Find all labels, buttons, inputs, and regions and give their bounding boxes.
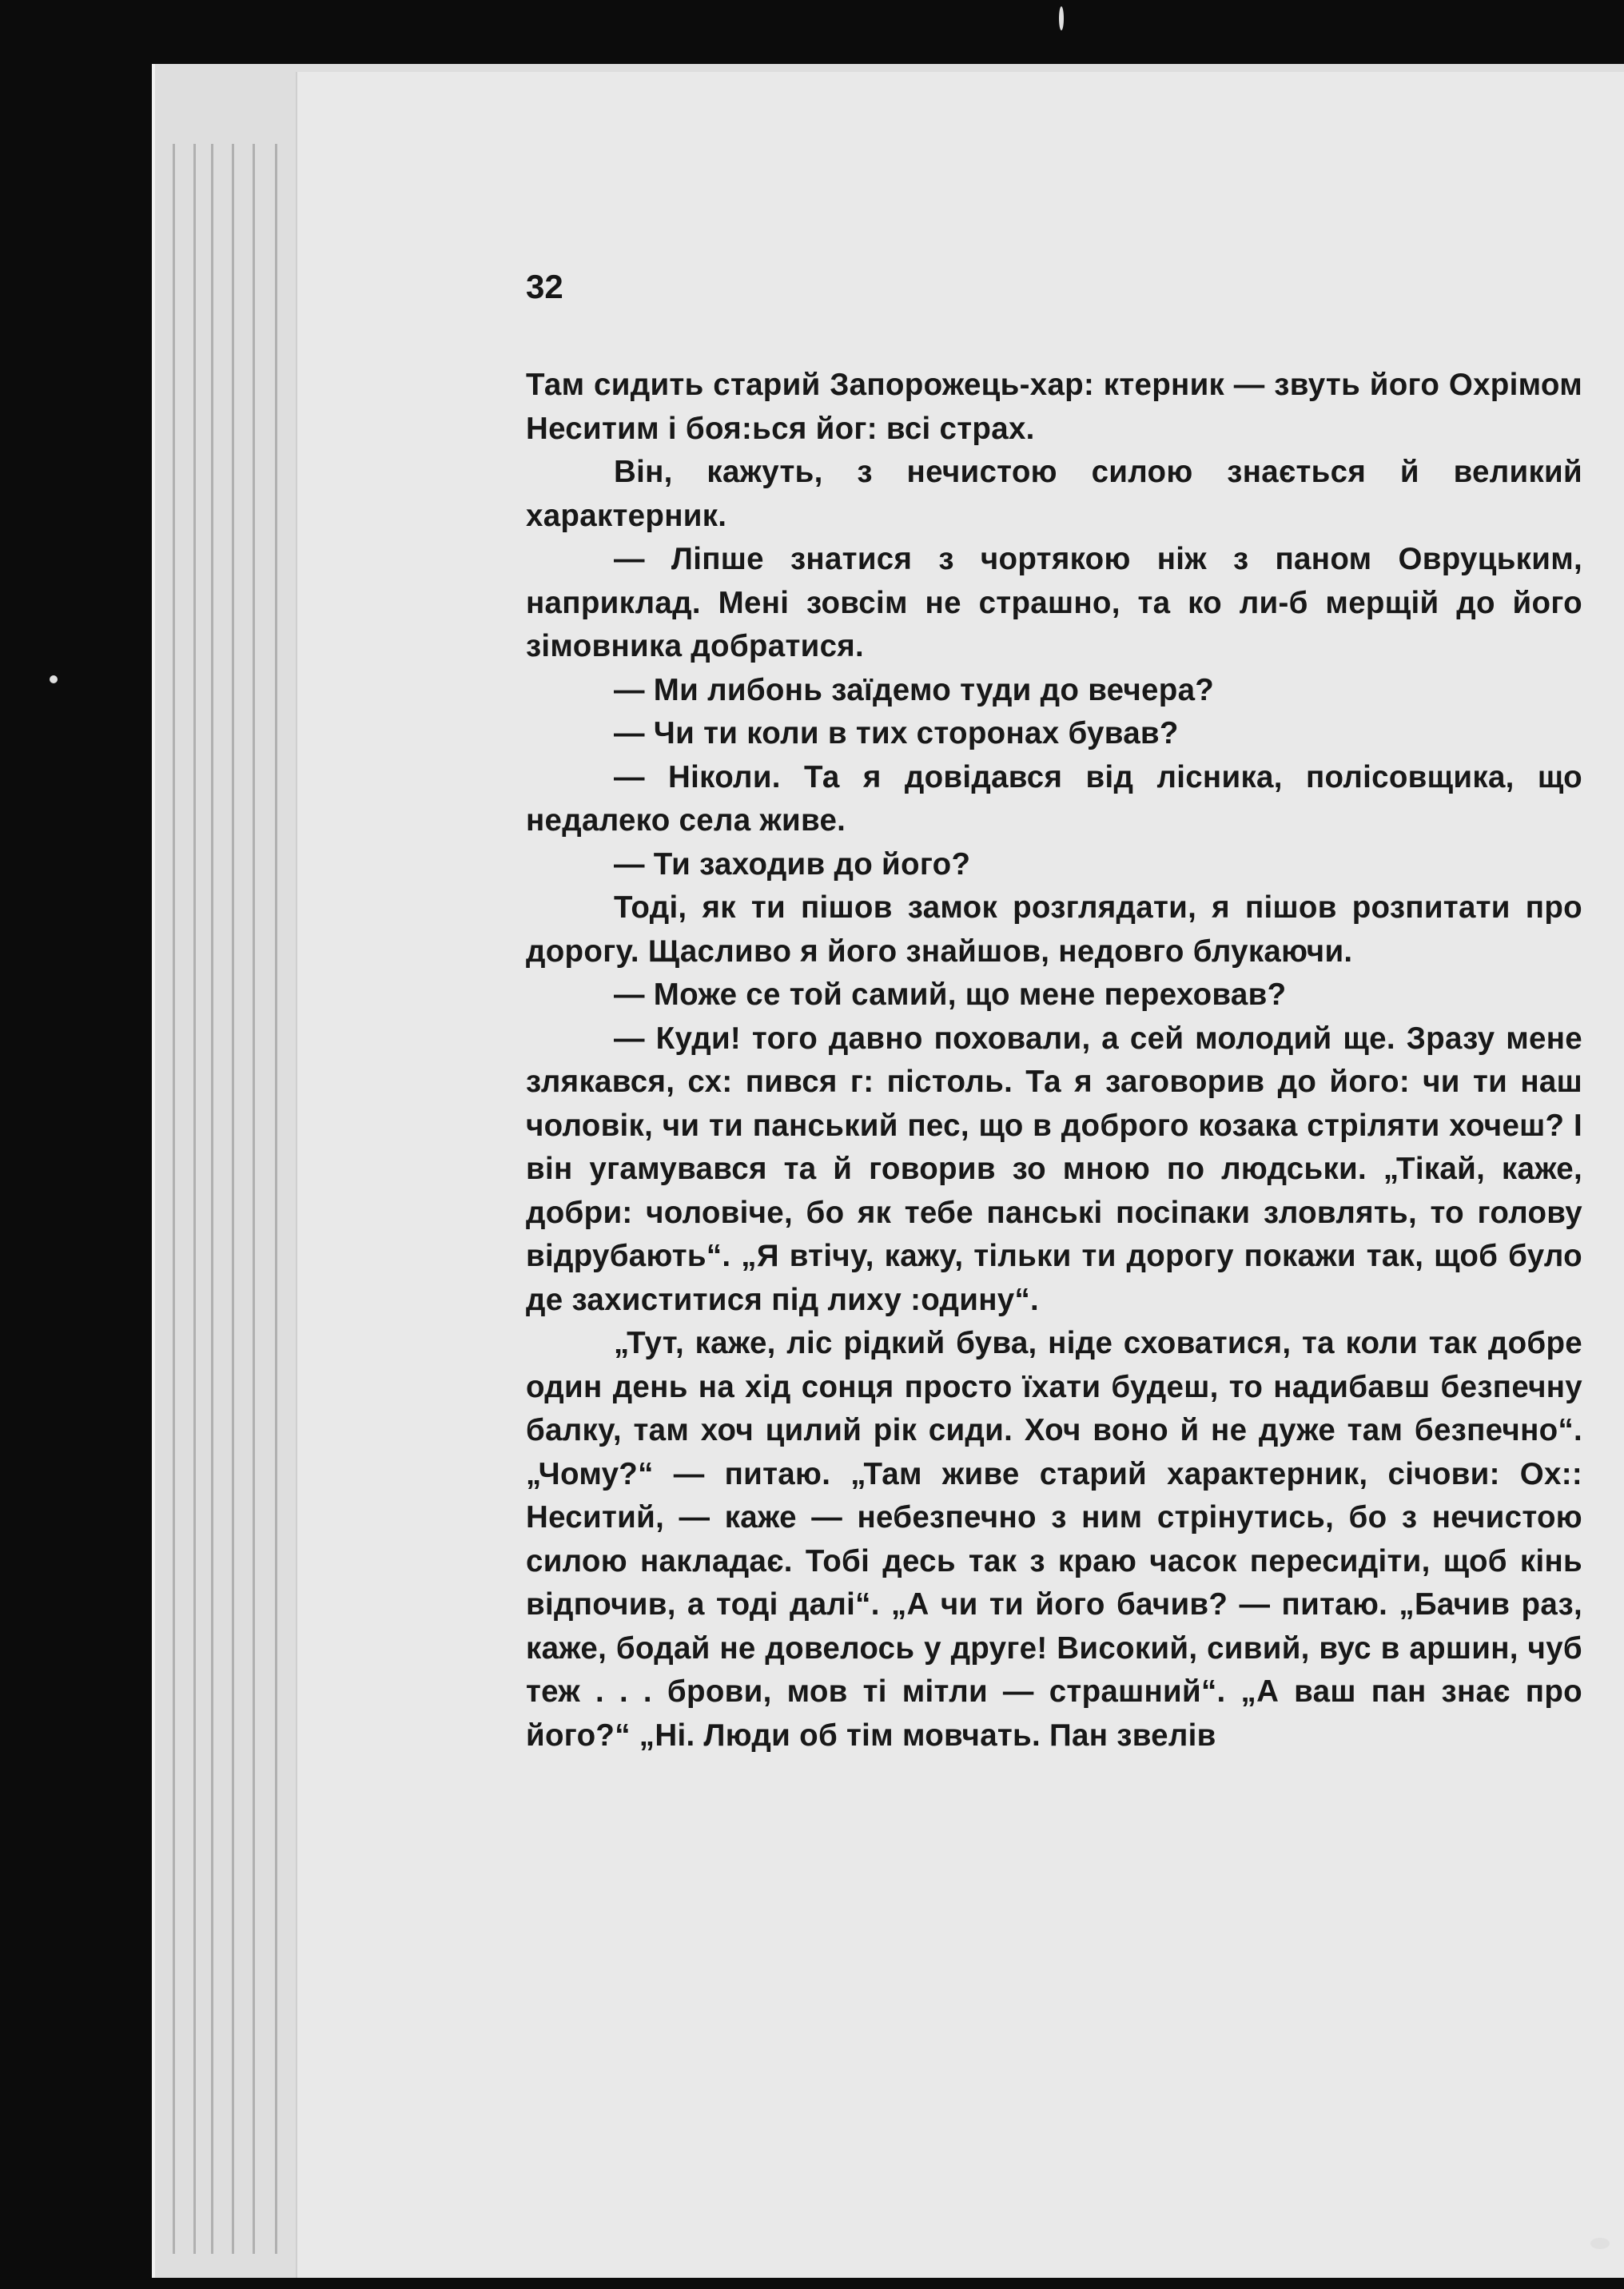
page-edge-line — [232, 144, 234, 2254]
paragraph: Там сидить старий Запорожець-хар: ктерник — звуть його Охрімом Неситим і боя:ься йог: всі страх. — [526, 368, 1582, 446]
scan-speck — [1590, 2238, 1610, 2249]
paragraph: Тоді, як ти пішов замок розглядати, я пішов розпитати про дорогу. Щасливо я його знайшов, недовго блукаючи. — [526, 890, 1582, 969]
paragraph: — Чи ти коли в тих сторонах бував? — [614, 716, 1179, 750]
page-number: 32 — [526, 268, 563, 305]
page-edge-line — [275, 144, 277, 2254]
scan-speck — [50, 675, 58, 683]
page-edge-line — [253, 144, 255, 2254]
scan-speck — [1059, 6, 1064, 30]
paragraph: — Ти заходив до його? — [614, 846, 971, 882]
page-edge-line — [173, 144, 175, 2254]
paragraph: — Ніколи. Та я довідався від лісника, полісовщика, що недалеко села живе. — [526, 759, 1582, 838]
paragraph: Він, кажуть, з нечистою силою знається й великий характерник. — [526, 455, 1582, 533]
paragraph: — Куди! того давно поховали, а сей молодий ще. Зразу мене злякався, сх: пився г: пістоль. Та я заговорив до його: чи ти наш чоловік, чи ти панський пес, що в доброго козака стріляти хочеш? І він угамувався та й говорив зо мною по людськи. „Тікай, каже, добри: чоловіче, бо як тебе панські посіпаки зловлять, то голову відрубають“. „Я втічу, кажу, тільки ти дорогу покажи так, щоб було де захиститися під лиху :одину“. — [526, 1021, 1582, 1317]
paragraph: — Ліпше знатися з чортякою ніж з паном Овруцьким, наприклад. Мені зовсім не страшно, та ко ли-б мерщій до його зімовника добратися. — [526, 542, 1582, 663]
paragraph: — Може се той самий, що мене переховав? — [614, 977, 1287, 1012]
page-edge-line — [193, 144, 196, 2254]
paragraph: „Тут, каже, ліс рідкий бува, ніде сховатися, та коли так добре один день на хід сонця просто їхати будеш, то надибавш безпечну балку, там хоч цилий рік сиди. Хоч воно й не дуже там безпечно“. „Чому?“ — питаю. „Там живе старий характерник, січови: Ох:: Неситий, — каже — небезпечно з ним стрінутись, бо з нечистою силою накладає. Тобі десь так з краю часок пересидіти, щоб кінь відпочив, а тоді далі“. „А чи ти його бачив? — питаю. „Бачив раз, каже, бодай не довелось у друге! Високий, сивий, вус в аршин, чуб теж . . . брови, мов ті мітли — страшний“. „А ваш пан знає про його?“ „Ні. Люди об тім мовчать. Пан звелів — [526, 1326, 1582, 1753]
paragraph: — Ми либонь заїдемо туди до вечера? — [614, 672, 1215, 707]
page-body-text — [526, 364, 1582, 1758]
page-edge-line — [211, 144, 213, 2254]
